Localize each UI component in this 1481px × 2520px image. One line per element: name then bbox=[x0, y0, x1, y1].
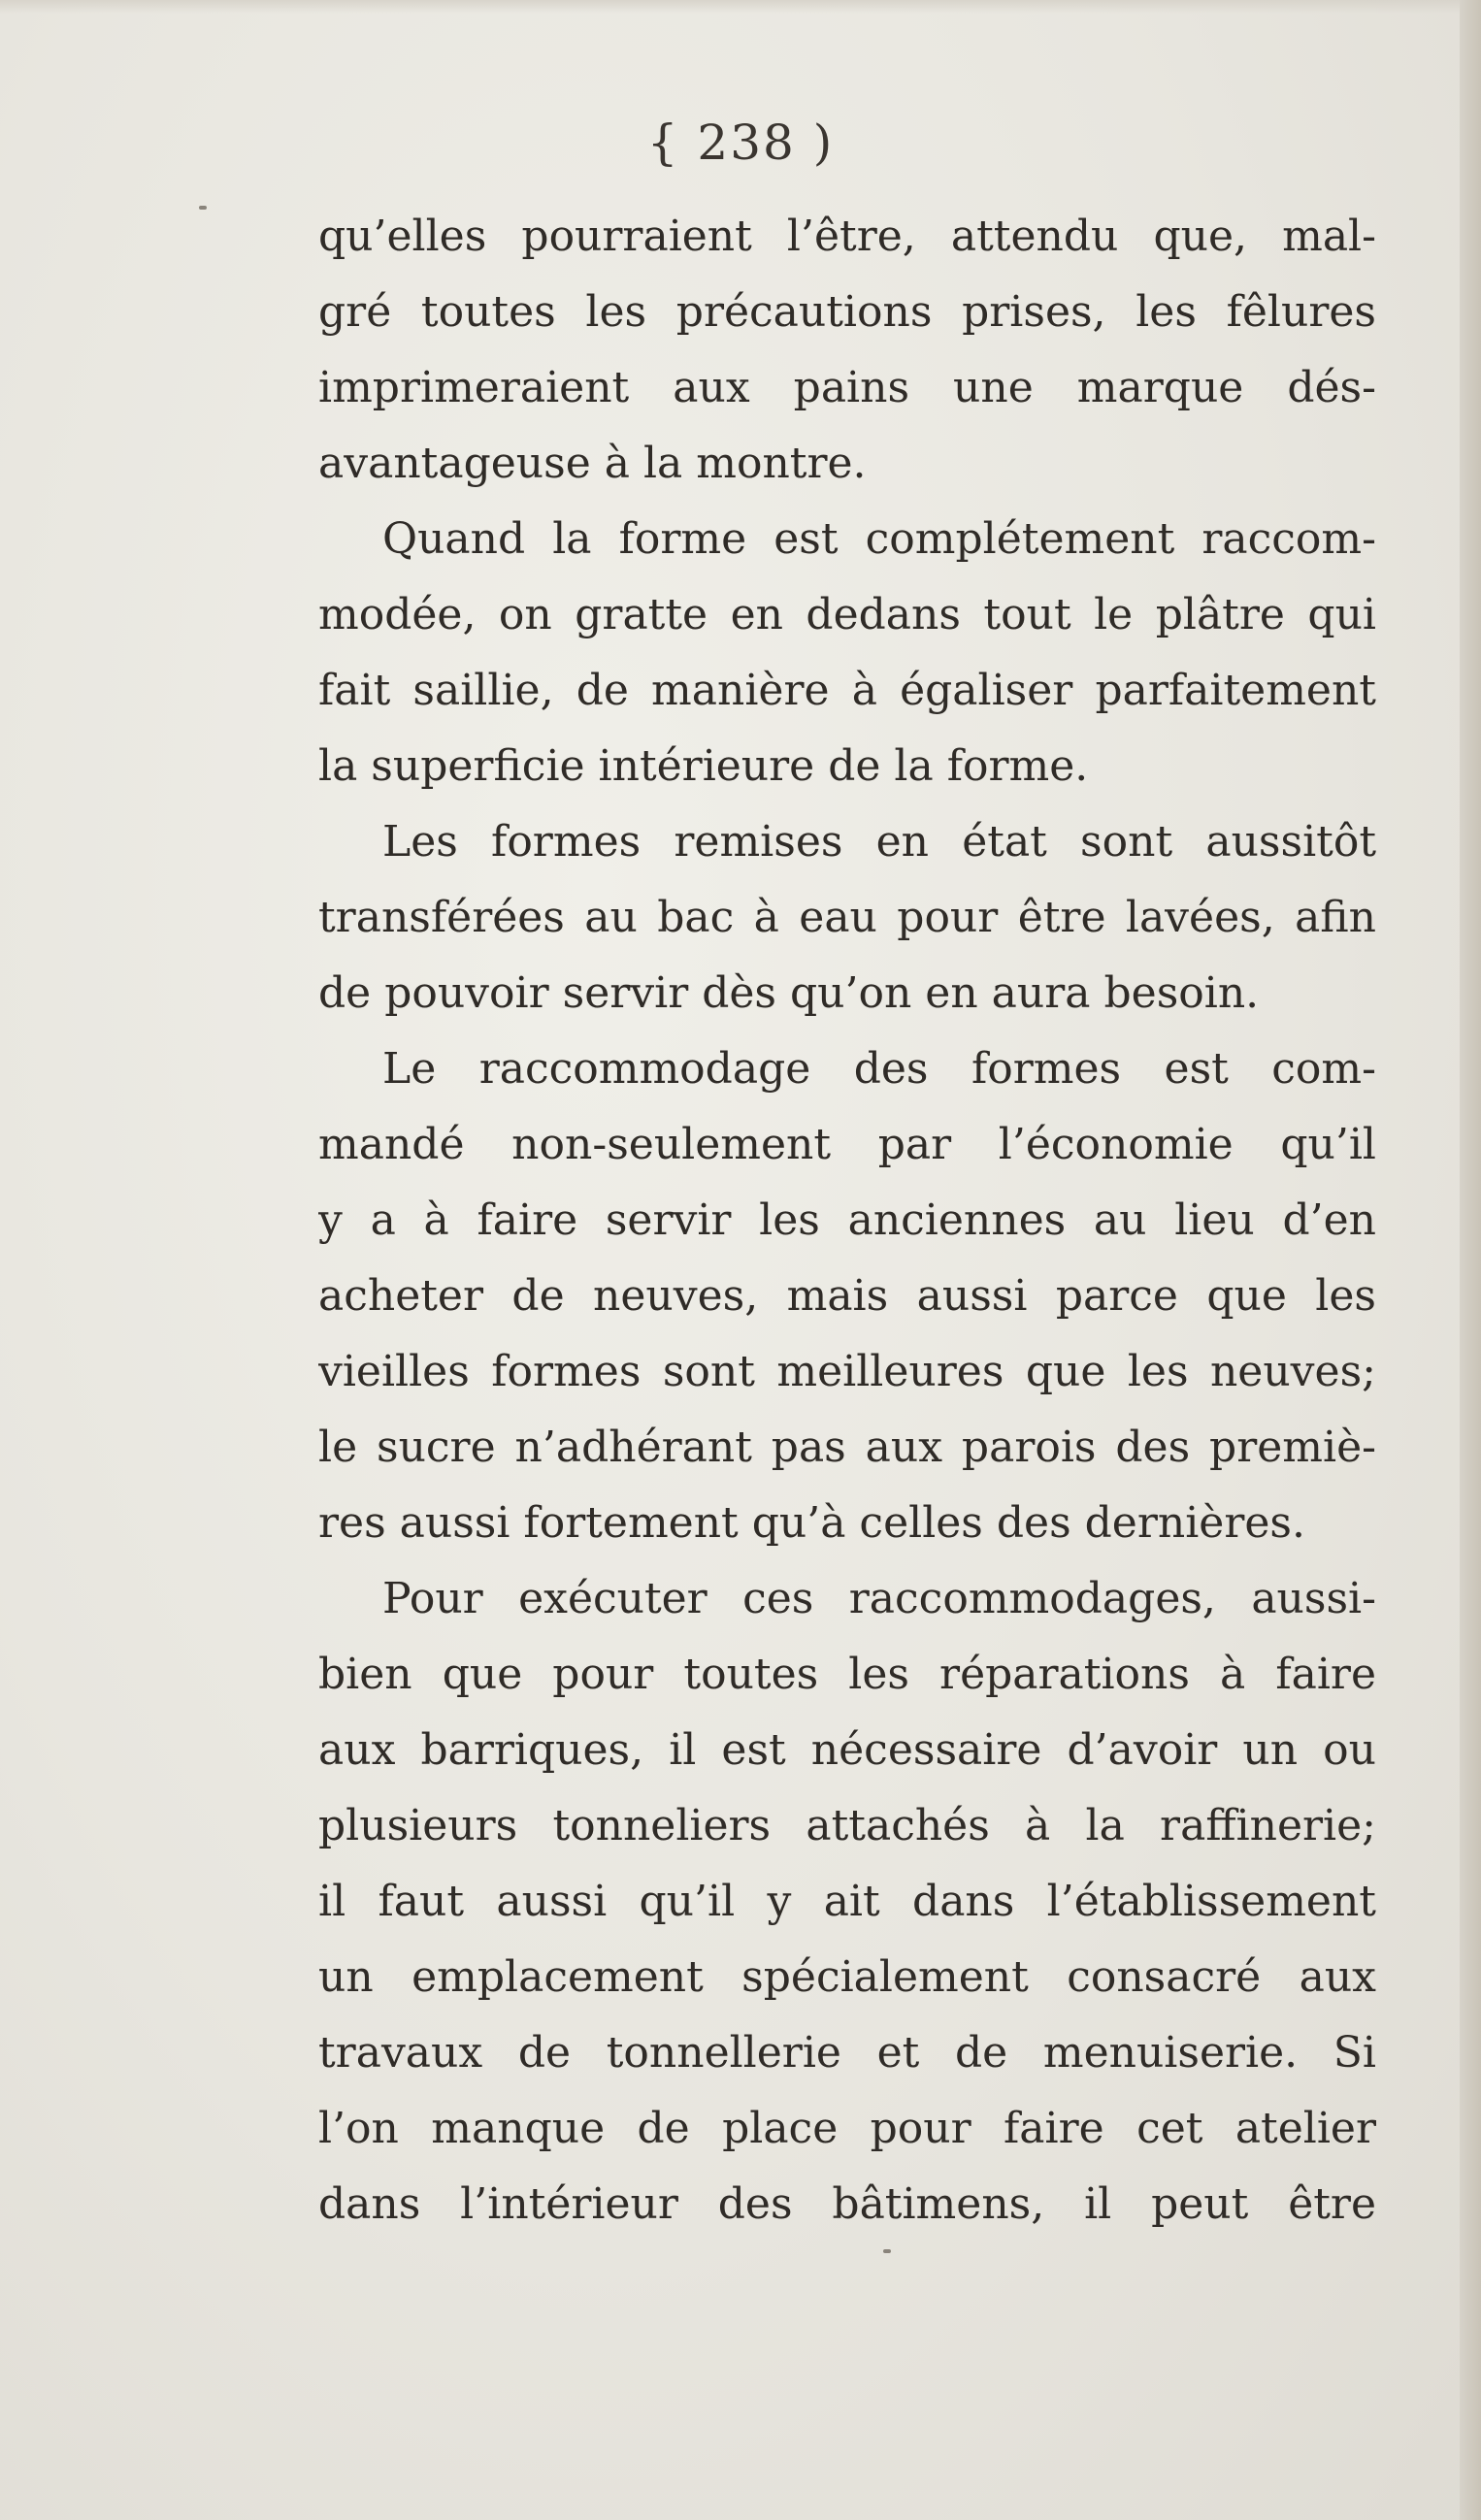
ink-speck bbox=[883, 2249, 891, 2253]
text-line: acheter de neuves, mais aussi parce que les bbox=[318, 1271, 1376, 1321]
text-line: Quand la forme est complétement raccom- bbox=[382, 514, 1376, 564]
text-line: Les formes remises en état sont aussitôt bbox=[382, 817, 1376, 867]
text-line: fait saillie, de manière à égaliser parfaitement bbox=[318, 666, 1376, 715]
text-line: Pour exécuter ces raccommodages, aussi- bbox=[382, 1574, 1376, 1623]
text-line: la superficie intérieure de la forme. bbox=[318, 741, 1089, 791]
text-line: travaux de tonnellerie et de menuiserie. Si bbox=[318, 2028, 1376, 2078]
text-line: y a à faire servir les anciennes au lieu d’en bbox=[318, 1195, 1376, 1245]
text-line: avantageuse à la montre. bbox=[318, 439, 867, 488]
text-line: res aussi fortement qu’à celles des dernières. bbox=[318, 1498, 1305, 1548]
text-line: imprimeraient aux pains une marque dés- bbox=[318, 363, 1376, 412]
text-line: mandé non-seulement par l’économie qu’il bbox=[318, 1120, 1376, 1169]
text-line: Le raccommodage des formes est com- bbox=[382, 1044, 1376, 1094]
text-line: de pouvoir servir dès qu’on en aura besoin. bbox=[318, 968, 1260, 1018]
text-line: modée, on gratte en dedans tout le plâtre qui bbox=[318, 590, 1376, 639]
text-line: bien que pour toutes les réparations à faire bbox=[318, 1650, 1376, 1699]
text-line: plusieurs tonneliers attachés à la raffinerie; bbox=[318, 1801, 1376, 1850]
text-line: dans l’intérieur des bâtimens, il peut être bbox=[318, 2179, 1376, 2229]
text-line: l’on manque de place pour faire cet atelier bbox=[318, 2104, 1376, 2153]
page-top-shadow bbox=[0, 0, 1481, 14]
text-line: un emplacement spécialement consacré aux bbox=[318, 1952, 1376, 2002]
text-line: transférées au bac à eau pour être lavées, afin bbox=[318, 893, 1376, 942]
text-line: aux barriques, il est nécessaire d’avoir un ou bbox=[318, 1725, 1376, 1775]
body-text bbox=[318, 199, 1376, 2242]
page-right-edge bbox=[1460, 0, 1481, 2520]
text-line: qu’elles pourraient l’être, attendu que, mal- bbox=[318, 212, 1376, 261]
text-line: gré toutes les précautions prises, les fêlures bbox=[318, 287, 1376, 337]
text-line: le sucre n’adhérant pas aux parois des premiè- bbox=[318, 1423, 1376, 1472]
ink-speck bbox=[199, 206, 207, 210]
page-number: { 238 ) bbox=[646, 115, 835, 171]
text-line: il faut aussi qu’il y ait dans l’établissement bbox=[318, 1877, 1376, 1926]
text-line: vieilles formes sont meilleures que les neuves; bbox=[318, 1347, 1376, 1396]
